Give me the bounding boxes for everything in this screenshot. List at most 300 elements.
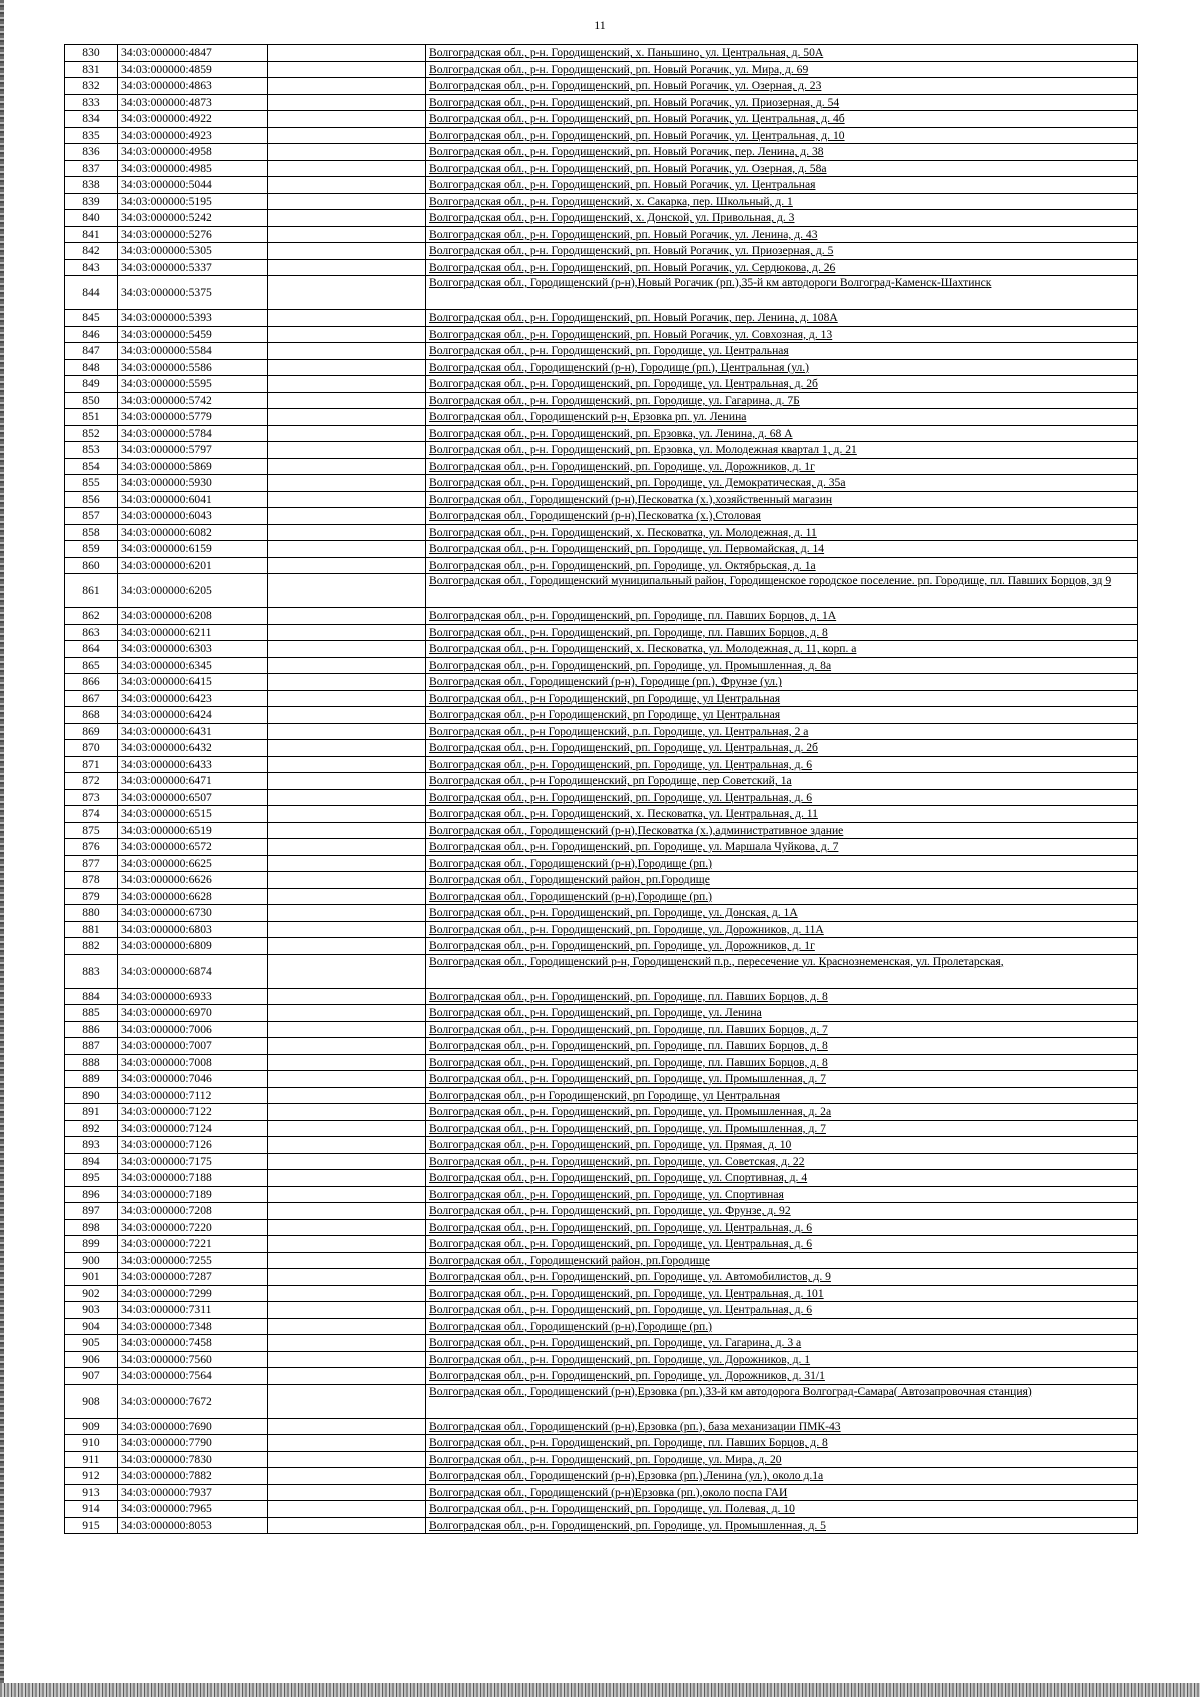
table-row: [65, 160, 1138, 177]
row-number-cell: 895: [65, 1170, 118, 1187]
address-cell: Волгоградская обл., р-н. Городищенский, рп. Городище, ул. Промышленная, д. 5: [426, 1517, 1138, 1534]
address-cell: Волгоградская обл., Городищенский (р-н), Городище (рп.), Фрунзе (ул.): [426, 674, 1138, 691]
empty-cell: [268, 1351, 426, 1368]
empty-cell: [268, 1252, 426, 1269]
empty-cell: [268, 557, 426, 574]
cadastral-number-cell: 34:03:000000:6874: [118, 954, 268, 988]
table-row: [65, 1170, 1138, 1187]
cadastral-number-cell: 34:03:000000:6625: [118, 855, 268, 872]
empty-cell: [268, 45, 426, 62]
address-cell: Волгоградская обл., р-н. Городищенский, рп. Городище, ул. Гагарина, д. 3 а: [426, 1335, 1138, 1352]
row-number-cell: 837: [65, 160, 118, 177]
table-row: [65, 326, 1138, 343]
table-row: [65, 756, 1138, 773]
empty-cell: [268, 1501, 426, 1518]
cadastral-number-cell: 34:03:000000:5869: [118, 458, 268, 475]
empty-cell: [268, 193, 426, 210]
cadastral-number-cell: 34:03:000000:4847: [118, 45, 268, 62]
cadastral-number-cell: 34:03:000000:5276: [118, 226, 268, 243]
row-number-cell: 850: [65, 392, 118, 409]
row-number-cell: 865: [65, 657, 118, 674]
cadastral-number-cell: 34:03:000000:6730: [118, 905, 268, 922]
row-number-cell: 887: [65, 1038, 118, 1055]
address-cell: Волгоградская обл., р-н. Городищенский, рп. Городище, ул. Полевая, д. 10: [426, 1501, 1138, 1518]
table-row: [65, 1285, 1138, 1302]
empty-cell: [268, 458, 426, 475]
empty-cell: [268, 491, 426, 508]
registry-table: [64, 44, 1138, 1534]
table-row: [65, 641, 1138, 658]
empty-cell: [268, 177, 426, 194]
empty-cell: [268, 789, 426, 806]
row-number-cell: 834: [65, 111, 118, 128]
empty-cell: [268, 1468, 426, 1485]
empty-cell: [268, 806, 426, 823]
empty-cell: [268, 740, 426, 757]
row-number-cell: 900: [65, 1252, 118, 1269]
empty-cell: [268, 1071, 426, 1088]
cadastral-number-cell: 34:03:000000:7287: [118, 1269, 268, 1286]
cadastral-number-cell: 34:03:000000:6201: [118, 557, 268, 574]
table-row: [65, 1038, 1138, 1055]
empty-cell: [268, 425, 426, 442]
cadastral-number-cell: 34:03:000000:5595: [118, 376, 268, 393]
empty-cell: [268, 442, 426, 459]
row-number-cell: 889: [65, 1071, 118, 1088]
row-number-cell: 838: [65, 177, 118, 194]
cadastral-number-cell: 34:03:000000:4922: [118, 111, 268, 128]
empty-cell: [268, 243, 426, 260]
address-cell: Волгоградская обл., Городищенский (р-н),Ерзовка (рп.), база механизации ПМК-43: [426, 1418, 1138, 1435]
address-cell: Волгоградская обл., Городищенский р-н, Городищенский п.р., пересечение ул. Краснознеменская, ул. Пролетарская,: [426, 954, 1138, 988]
cadastral-number-cell: 34:03:000000:6043: [118, 508, 268, 525]
cadastral-number-cell: 34:03:000000:4985: [118, 160, 268, 177]
address-cell: Волгоградская обл., р-н. Городищенский, рп. Городище, ул. Маршала Чуйкова, д. 7: [426, 839, 1138, 856]
page-number: 11: [594, 18, 606, 32]
address-cell: Волгоградская обл., Городищенский (р-н),Песковатка (х.),административное здание: [426, 822, 1138, 839]
empty-cell: [268, 1451, 426, 1468]
cadastral-number-cell: 34:03:000000:7006: [118, 1021, 268, 1038]
row-number-cell: 858: [65, 524, 118, 541]
address-cell: Волгоградская обл., р-н. Городищенский, рп. Городище, ул. Центральная, д. 6: [426, 1236, 1138, 1253]
empty-cell: [268, 1418, 426, 1435]
address-cell: Волгоградская обл., р-н. Городищенский, х. Паньшино, ул. Центральная, д. 50А: [426, 45, 1138, 62]
row-number-cell: 876: [65, 839, 118, 856]
row-number-cell: 879: [65, 888, 118, 905]
table-row: [65, 690, 1138, 707]
cadastral-number-cell: 34:03:000000:7790: [118, 1435, 268, 1452]
table-row: [65, 1418, 1138, 1435]
row-number-cell: 852: [65, 425, 118, 442]
empty-cell: [268, 276, 426, 310]
cadastral-number-cell: 34:03:000000:7175: [118, 1153, 268, 1170]
table-row: [65, 491, 1138, 508]
empty-cell: [268, 905, 426, 922]
table-row: [65, 1451, 1138, 1468]
table-row: [65, 1186, 1138, 1203]
row-number-cell: 855: [65, 475, 118, 492]
row-number-cell: 910: [65, 1435, 118, 1452]
address-cell: Волгоградская обл., р-н. Городищенский, рп. Городище, ул. Дорожников, д. 1г: [426, 938, 1138, 955]
cadastral-number-cell: 34:03:000000:6082: [118, 524, 268, 541]
cadastral-number-cell: 34:03:000000:6208: [118, 608, 268, 625]
address-cell: Волгоградская обл., р-н. Городищенский, рп. Новый Рогачик, ул. Мира, д. 69: [426, 61, 1138, 78]
empty-cell: [268, 690, 426, 707]
cadastral-number-cell: 34:03:000000:4873: [118, 94, 268, 111]
table-row: [65, 938, 1138, 955]
empty-cell: [268, 641, 426, 658]
cadastral-number-cell: 34:03:000000:6432: [118, 740, 268, 757]
cadastral-number-cell: 34:03:000000:7124: [118, 1120, 268, 1137]
row-number-cell: 862: [65, 608, 118, 625]
address-cell: Волгоградская обл., р-н. Городищенский, рп. Городище, пл. Павших Борцов, д. 8: [426, 988, 1138, 1005]
address-cell: Волгоградская обл., р-н Городищенский, р.п. Городище, ул. Центральная, 2 а: [426, 723, 1138, 740]
address-cell: Волгоградская обл., р-н. Городищенский, рп. Новый Рогачик, ул. Центральная, д. 10: [426, 127, 1138, 144]
address-cell: Волгоградская обл., р-н. Городищенский, рп. Городище, ул. Дорожников, д. 1: [426, 1351, 1138, 1368]
row-number-cell: 912: [65, 1468, 118, 1485]
table-row: [65, 1104, 1138, 1121]
cadastral-number-cell: 34:03:000000:5337: [118, 259, 268, 276]
cadastral-number-cell: 34:03:000000:6423: [118, 690, 268, 707]
row-number-cell: 907: [65, 1368, 118, 1385]
row-number-cell: 914: [65, 1501, 118, 1518]
row-number-cell: 860: [65, 557, 118, 574]
address-cell: Волгоградская обл., р-н. Городищенский, х. Песковатка, ул. Молодежная, д. 11, корп. а: [426, 641, 1138, 658]
row-number-cell: 863: [65, 624, 118, 641]
row-number-cell: 909: [65, 1418, 118, 1435]
empty-cell: [268, 707, 426, 724]
empty-cell: [268, 409, 426, 426]
table-row: [65, 409, 1138, 426]
address-cell: Волгоградская обл., р-н Городищенский, рп Городище, ул Центральная: [426, 1087, 1138, 1104]
table-row: [65, 1120, 1138, 1137]
table-row: [65, 988, 1138, 1005]
table-row: [65, 855, 1138, 872]
row-number-cell: 883: [65, 954, 118, 988]
row-number-cell: 898: [65, 1219, 118, 1236]
table-row: [65, 1203, 1138, 1220]
row-number-cell: 897: [65, 1203, 118, 1220]
empty-cell: [268, 1302, 426, 1319]
row-number-cell: 890: [65, 1087, 118, 1104]
cadastral-number-cell: 34:03:000000:5779: [118, 409, 268, 426]
address-cell: Волгоградская обл., р-н. Городищенский, рп. Городище, ул. Центральная, д. 6: [426, 789, 1138, 806]
address-cell: Волгоградская обл., р-н Городищенский, рп Городище, ул Центральная: [426, 707, 1138, 724]
row-number-cell: 878: [65, 872, 118, 889]
cadastral-number-cell: 34:03:000000:6041: [118, 491, 268, 508]
table-row: [65, 557, 1138, 574]
table-row: [65, 1054, 1138, 1071]
row-number-cell: 881: [65, 921, 118, 938]
table-row: [65, 839, 1138, 856]
address-cell: Волгоградская обл., р-н. Городищенский, рп. Городище, ул. Фрунзе, д. 92: [426, 1203, 1138, 1220]
address-cell: Волгоградская обл., р-н. Городищенский, рп. Городище, ул. Первомайская, д. 14: [426, 541, 1138, 558]
table-row: [65, 392, 1138, 409]
scan-edge-left: [0, 0, 4, 1697]
row-number-cell: 905: [65, 1335, 118, 1352]
address-cell: Волгоградская обл., р-н Городищенский, рп Городище, ул Центральная: [426, 690, 1138, 707]
table-row: [65, 1153, 1138, 1170]
cadastral-number-cell: 34:03:000000:6803: [118, 921, 268, 938]
row-number-cell: 846: [65, 326, 118, 343]
address-cell: Волгоградская обл., Городищенский район, рп.Городище: [426, 872, 1138, 889]
table-row: [65, 210, 1138, 227]
empty-cell: [268, 1203, 426, 1220]
table-row: [65, 1302, 1138, 1319]
table-row: [65, 1368, 1138, 1385]
row-number-cell: 868: [65, 707, 118, 724]
row-number-cell: 835: [65, 127, 118, 144]
empty-cell: [268, 723, 426, 740]
cadastral-number-cell: 34:03:000000:5459: [118, 326, 268, 343]
empty-cell: [268, 1186, 426, 1203]
cadastral-number-cell: 34:03:000000:6433: [118, 756, 268, 773]
table-row: [65, 127, 1138, 144]
table-row: [65, 78, 1138, 95]
row-number-cell: 908: [65, 1384, 118, 1418]
table-row: [65, 921, 1138, 938]
table-row: [65, 45, 1138, 62]
row-number-cell: 848: [65, 359, 118, 376]
table-row: [65, 1468, 1138, 1485]
empty-cell: [268, 1269, 426, 1286]
empty-cell: [268, 938, 426, 955]
address-cell: Волгоградская обл., р-н. Городищенский, х. Песковатка, ул. Центральная, д. 11: [426, 806, 1138, 823]
row-number-cell: 911: [65, 1451, 118, 1468]
cadastral-number-cell: 34:03:000000:7188: [118, 1170, 268, 1187]
empty-cell: [268, 508, 426, 525]
row-number-cell: 844: [65, 276, 118, 310]
cadastral-number-cell: 34:03:000000:8053: [118, 1517, 268, 1534]
scan-edge-bottom: [0, 1683, 1200, 1697]
address-cell: Волгоградская обл., Городищенский (р-н),Новый Рогачик (рп.),35-й км автодороги Волгоград-Каменск-Шахтинск: [426, 276, 1138, 310]
address-cell: Волгоградская обл., р-н. Городищенский, рп. Новый Рогачик, ул. Озерная, д. 58а: [426, 160, 1138, 177]
cadastral-number-cell: 34:03:000000:6933: [118, 988, 268, 1005]
cadastral-number-cell: 34:03:000000:4958: [118, 144, 268, 161]
address-cell: Волгоградская обл., р-н. Городищенский, рп. Городище, ул. Центральная, д. 6: [426, 756, 1138, 773]
address-cell: Волгоградская обл., р-н. Городищенский, рп. Городище, ул. Дорожников, д. 11А: [426, 921, 1138, 938]
cadastral-number-cell: 34:03:000000:6471: [118, 773, 268, 790]
empty-cell: [268, 210, 426, 227]
address-cell: Волгоградская обл., р-н. Городищенский, рп. Новый Рогачик, ул. Приозерная, д. 5: [426, 243, 1138, 260]
address-cell: Волгоградская обл., Городищенский (р-н),Песковатка (х.),хозяйственный магазин: [426, 491, 1138, 508]
table-row: [65, 243, 1138, 260]
row-number-cell: 902: [65, 1285, 118, 1302]
row-number-cell: 870: [65, 740, 118, 757]
row-number-cell: 832: [65, 78, 118, 95]
empty-cell: [268, 608, 426, 625]
empty-cell: [268, 392, 426, 409]
row-number-cell: 893: [65, 1137, 118, 1154]
address-cell: Волгоградская обл., р-н. Городищенский, рп. Новый Рогачик, ул. Приозерная, д. 54: [426, 94, 1138, 111]
address-cell: Волгоградская обл., р-н. Городищенский, рп. Городище, ул. Гагарина, д. 7Б: [426, 392, 1138, 409]
row-number-cell: 836: [65, 144, 118, 161]
address-cell: Волгоградская обл., р-н. Городищенский, рп. Городище, ул. Центральная: [426, 343, 1138, 360]
cadastral-number-cell: 34:03:000000:7126: [118, 1137, 268, 1154]
cadastral-number-cell: 34:03:000000:4859: [118, 61, 268, 78]
row-number-cell: 842: [65, 243, 118, 260]
address-cell: Волгоградская обл., р-н. Городищенский, рп. Городище, ул. Центральная, д. 2б: [426, 740, 1138, 757]
address-cell: Волгоградская обл., р-н. Городищенский, рп. Ерзовка, ул. Ленина, д. 68 А: [426, 425, 1138, 442]
table-row: [65, 1501, 1138, 1518]
address-cell: Волгоградская обл., Городищенский р-н, Ерзовка рп. ул. Ленина: [426, 409, 1138, 426]
cadastral-number-cell: 34:03:000000:5742: [118, 392, 268, 409]
table-row: [65, 508, 1138, 525]
address-cell: Волгоградская обл., р-н. Городищенский, рп. Новый Рогачик, пер. Ленина, д. 38: [426, 144, 1138, 161]
cadastral-number-cell: 34:03:000000:4863: [118, 78, 268, 95]
empty-cell: [268, 94, 426, 111]
address-cell: Волгоградская обл., р-н. Городищенский, рп. Городище, пл. Павших Борцов, д. 7: [426, 1021, 1138, 1038]
row-number-cell: 873: [65, 789, 118, 806]
address-cell: Волгоградская обл., Городищенский (р-н),Ерзовка (рп.),33-й км автодорога Волгоград-Самара( Автозапровочная станция): [426, 1384, 1138, 1418]
row-number-cell: 899: [65, 1236, 118, 1253]
table-row: [65, 657, 1138, 674]
cadastral-number-cell: 34:03:000000:7348: [118, 1318, 268, 1335]
empty-cell: [268, 1104, 426, 1121]
address-cell: Волгоградская обл., р-н. Городищенский, рп. Городище, ул. Промышленная, д. 8а: [426, 657, 1138, 674]
cadastral-number-cell: 34:03:000000:5930: [118, 475, 268, 492]
cadastral-number-cell: 34:03:000000:4923: [118, 127, 268, 144]
cadastral-number-cell: 34:03:000000:6159: [118, 541, 268, 558]
row-number-cell: 913: [65, 1484, 118, 1501]
cadastral-number-cell: 34:03:000000:6431: [118, 723, 268, 740]
empty-cell: [268, 343, 426, 360]
address-cell: Волгоградская обл., Городищенский район, рп.Городище: [426, 1252, 1138, 1269]
table-row: [65, 1484, 1138, 1501]
row-number-cell: 859: [65, 541, 118, 558]
address-cell: Волгоградская обл., р-н. Городищенский, х. Песковатка, ул. Молодежная, д. 11: [426, 524, 1138, 541]
row-number-cell: 854: [65, 458, 118, 475]
address-cell: Волгоградская обл., р-н. Городищенский, рп. Городище, ул. Мира, д. 20: [426, 1451, 1138, 1468]
address-cell: Волгоградская обл., Городищенский (р-н),Песковатка (х.),Столовая: [426, 508, 1138, 525]
address-cell: Волгоградская обл., р-н. Городищенский, рп. Городище, ул. Центральная, д. 6: [426, 1219, 1138, 1236]
empty-cell: [268, 773, 426, 790]
table-row: [65, 1005, 1138, 1022]
row-number-cell: 874: [65, 806, 118, 823]
address-cell: Волгоградская обл., р-н. Городищенский, х. Донской, ул. Привольная, д. 3: [426, 210, 1138, 227]
table-row: [65, 773, 1138, 790]
row-number-cell: 833: [65, 94, 118, 111]
address-cell: Волгоградская обл., р-н. Городищенский, рп. Городище, пл. Павших Борцов, д. 8: [426, 1435, 1138, 1452]
table-row: [65, 872, 1138, 889]
row-number-cell: 831: [65, 61, 118, 78]
cadastral-number-cell: 34:03:000000:5584: [118, 343, 268, 360]
empty-cell: [268, 1335, 426, 1352]
cadastral-number-cell: 34:03:000000:6970: [118, 1005, 268, 1022]
empty-cell: [268, 1021, 426, 1038]
registry-table-body: [65, 45, 1138, 1534]
cadastral-number-cell: 34:03:000000:6515: [118, 806, 268, 823]
address-cell: Волгоградская обл., р-н. Городищенский, рп. Новый Рогачик, ул. Центральная, д. 4б: [426, 111, 1138, 128]
cadastral-number-cell: 34:03:000000:7882: [118, 1468, 268, 1485]
table-row: [65, 608, 1138, 625]
table-row: [65, 574, 1138, 608]
cadastral-number-cell: 34:03:000000:7008: [118, 1054, 268, 1071]
address-cell: Волгоградская обл., р-н. Городищенский, рп. Городище, пл. Павших Борцов, д. 1А: [426, 608, 1138, 625]
address-cell: Волгоградская обл., р-н. Городищенский, рп. Городище, ул. Донская, д. 1А: [426, 905, 1138, 922]
empty-cell: [268, 574, 426, 608]
empty-cell: [268, 127, 426, 144]
address-cell: Волгоградская обл., р-н. Городищенский, х. Сакарка, пер. Школьный, д. 1: [426, 193, 1138, 210]
cadastral-number-cell: 34:03:000000:7830: [118, 1451, 268, 1468]
empty-cell: [268, 855, 426, 872]
table-row: [65, 276, 1138, 310]
cadastral-number-cell: 34:03:000000:7560: [118, 1351, 268, 1368]
empty-cell: [268, 1484, 426, 1501]
address-cell: Волгоградская обл., р-н. Городищенский, рп. Городище, ул. Промышленная, д. 7: [426, 1071, 1138, 1088]
empty-cell: [268, 1038, 426, 1055]
cadastral-number-cell: 34:03:000000:5784: [118, 425, 268, 442]
table-row: [65, 442, 1138, 459]
cadastral-number-cell: 34:03:000000:7220: [118, 1219, 268, 1236]
cadastral-number-cell: 34:03:000000:7046: [118, 1071, 268, 1088]
empty-cell: [268, 541, 426, 558]
table-row: [65, 674, 1138, 691]
empty-cell: [268, 1318, 426, 1335]
address-cell: Волгоградская обл., Городищенский (р-н),Городище (рп.): [426, 888, 1138, 905]
address-cell: Волгоградская обл., р-н. Городищенский, рп. Городище, ул. Ленина: [426, 1005, 1138, 1022]
table-row: [65, 1021, 1138, 1038]
address-cell: Волгоградская обл., р-н. Городищенский, рп. Городище, ул. Дорожников, д. 31/1: [426, 1368, 1138, 1385]
empty-cell: [268, 144, 426, 161]
empty-cell: [268, 111, 426, 128]
table-row: [65, 789, 1138, 806]
cadastral-number-cell: 34:03:000000:5195: [118, 193, 268, 210]
table-row: [65, 458, 1138, 475]
cadastral-number-cell: 34:03:000000:6424: [118, 707, 268, 724]
empty-cell: [268, 921, 426, 938]
address-cell: Волгоградская обл., р-н. Городищенский, рп. Городище, ул. Октябрьская, д. 1а: [426, 557, 1138, 574]
empty-cell: [268, 657, 426, 674]
table-row: [65, 888, 1138, 905]
cadastral-number-cell: 34:03:000000:7255: [118, 1252, 268, 1269]
cadastral-number-cell: 34:03:000000:5044: [118, 177, 268, 194]
address-cell: Волгоградская обл., Городищенский муниципальный район, Городищенское городское поселение. рп. Городище, пл. Павших Борцов, зд 9: [426, 574, 1138, 608]
address-cell: Волгоградская обл., р-н. Городищенский, рп. Новый Рогачик, ул. Центральная: [426, 177, 1138, 194]
cadastral-number-cell: 34:03:000000:6303: [118, 641, 268, 658]
address-cell: Волгоградская обл., р-н. Городищенский, рп. Новый Рогачик, ул. Сердюкова, д. 26: [426, 259, 1138, 276]
cadastral-number-cell: 34:03:000000:7672: [118, 1384, 268, 1418]
cadastral-number-cell: 34:03:000000:7221: [118, 1236, 268, 1253]
cadastral-number-cell: 34:03:000000:6809: [118, 938, 268, 955]
row-number-cell: 906: [65, 1351, 118, 1368]
empty-cell: [268, 1170, 426, 1187]
cadastral-number-cell: 34:03:000000:7122: [118, 1104, 268, 1121]
cadastral-number-cell: 34:03:000000:7112: [118, 1087, 268, 1104]
address-cell: Волгоградская обл., р-н. Городищенский, рп. Городище, ул. Промышленная, д. 2а: [426, 1104, 1138, 1121]
table-row: [65, 954, 1138, 988]
row-number-cell: 845: [65, 310, 118, 327]
table-row: [65, 1252, 1138, 1269]
address-cell: Волгоградская обл., р-н. Городищенский, рп. Городище, ул. Прямая, д. 10: [426, 1137, 1138, 1154]
empty-cell: [268, 359, 426, 376]
row-number-cell: 915: [65, 1517, 118, 1534]
empty-cell: [268, 1285, 426, 1302]
table-row: [65, 1384, 1138, 1418]
empty-cell: [268, 888, 426, 905]
table-row: [65, 740, 1138, 757]
row-number-cell: 892: [65, 1120, 118, 1137]
address-cell: Волгоградская обл., р-н Городищенский, рп Городище, пер Советский, 1а: [426, 773, 1138, 790]
empty-cell: [268, 756, 426, 773]
row-number-cell: 851: [65, 409, 118, 426]
row-number-cell: 884: [65, 988, 118, 1005]
cadastral-number-cell: 34:03:000000:5797: [118, 442, 268, 459]
row-number-cell: 869: [65, 723, 118, 740]
table-row: [65, 1318, 1138, 1335]
cadastral-number-cell: 34:03:000000:7690: [118, 1418, 268, 1435]
row-number-cell: 901: [65, 1269, 118, 1286]
